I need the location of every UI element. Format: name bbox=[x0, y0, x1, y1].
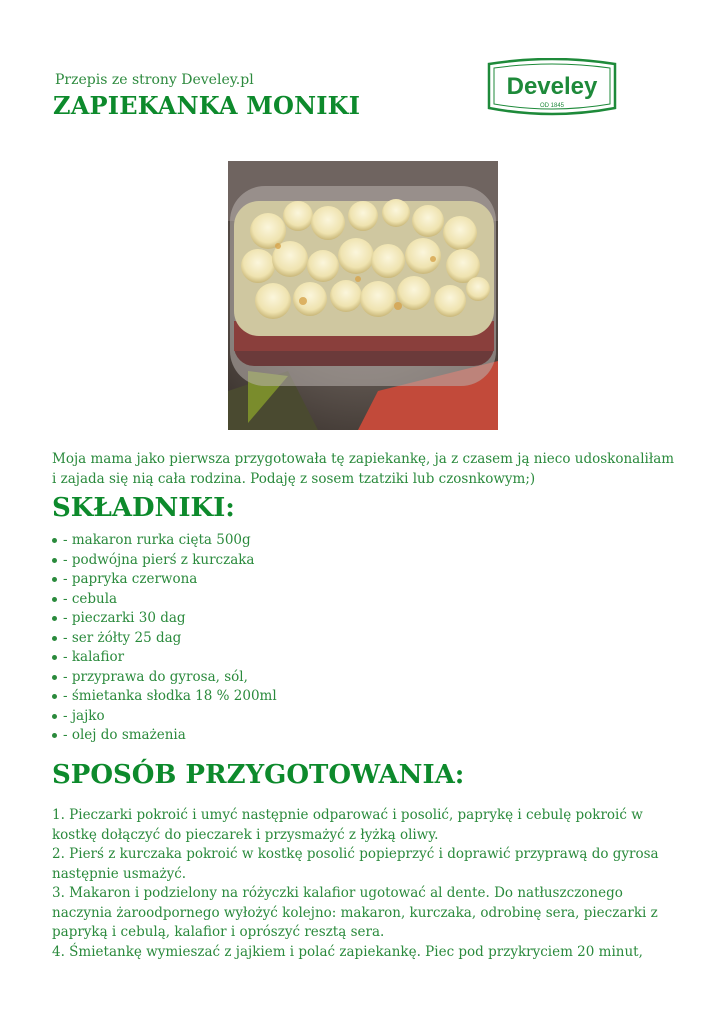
source-line: Przepis ze strony Develey.pl bbox=[55, 72, 254, 88]
bullet-icon bbox=[52, 616, 57, 621]
develey-logo bbox=[483, 58, 621, 120]
bullet-icon bbox=[52, 694, 57, 699]
list-item: - jajko bbox=[52, 707, 277, 727]
list-item: - cebula bbox=[52, 590, 277, 610]
casserole-photo bbox=[228, 161, 498, 430]
method-heading: SPOSÓB PRZYGOTOWANIA: bbox=[52, 760, 465, 790]
logo-brand: Develey bbox=[506, 73, 598, 100]
bullet-icon bbox=[52, 675, 57, 680]
intro-text: Moja mama jako pierwsza przygotowała tę zapiekankę, ja z czasem ją nieco udoskonaliłam i zajada się nią cała rodzina. Podaję z sosem tzatziki lub czosnkowym;) bbox=[52, 451, 675, 487]
bullet-icon bbox=[52, 597, 57, 602]
bullet-icon bbox=[52, 714, 57, 719]
step-text: 3. Makaron i podzielony na różyczki kalafior ugotować al dente. Do natłuszczonego naczynia żaroodpornego wyłożyć kolejno: makaron, kurczaka, odrobinę sera, pieczarki z papryką i cebulą, kalafior i oprószyć resztą sera. bbox=[52, 885, 658, 940]
page-title: ZAPIEKANKA MONIKI bbox=[53, 91, 361, 120]
ingredients-list bbox=[52, 531, 277, 746]
list-item: - makaron rurka cięta 500g bbox=[52, 531, 277, 551]
step-text: 4. Śmietankę wymieszać z jajkiem i polać zapiekankę. Piec pod przykryciem 20 minut, bbox=[52, 943, 643, 960]
bullet-icon bbox=[52, 636, 57, 641]
logo-since: OD 1845 bbox=[539, 103, 565, 109]
list-item: - olej do smażenia bbox=[52, 726, 277, 746]
method-steps bbox=[52, 806, 682, 962]
bullet-icon bbox=[52, 538, 57, 543]
step-text: 1. Pieczarki pokroić i umyć następnie odparować i posolić, paprykę i cebulę pokroić w kostkę dołączyć do pieczarek i przysmażyć z łyżką oliwy. bbox=[52, 807, 643, 843]
list-item: - przyprawa do gyrosa, sól, bbox=[52, 668, 277, 688]
list-item: - ser żółty 25 dag bbox=[52, 629, 277, 649]
step-text: 2. Pierś z kurczaka pokroić w kostkę posolić popieprzyć i doprawić przyprawą do gyrosa następnie usmażyć. bbox=[52, 846, 659, 882]
bullet-icon bbox=[52, 577, 57, 582]
bullet-icon bbox=[52, 558, 57, 563]
list-item: - śmietanka słodka 18 % 200ml bbox=[52, 687, 277, 707]
list-item: - kalafior bbox=[52, 648, 277, 668]
ingredients-heading: SKŁADNIKI: bbox=[52, 493, 235, 523]
bullet-icon bbox=[52, 733, 57, 738]
list-item: - papryka czerwona bbox=[52, 570, 277, 590]
list-item: - podwójna pierś z kurczaka bbox=[52, 551, 277, 571]
bullet-icon bbox=[52, 655, 57, 660]
list-item: - pieczarki 30 dag bbox=[52, 609, 277, 629]
